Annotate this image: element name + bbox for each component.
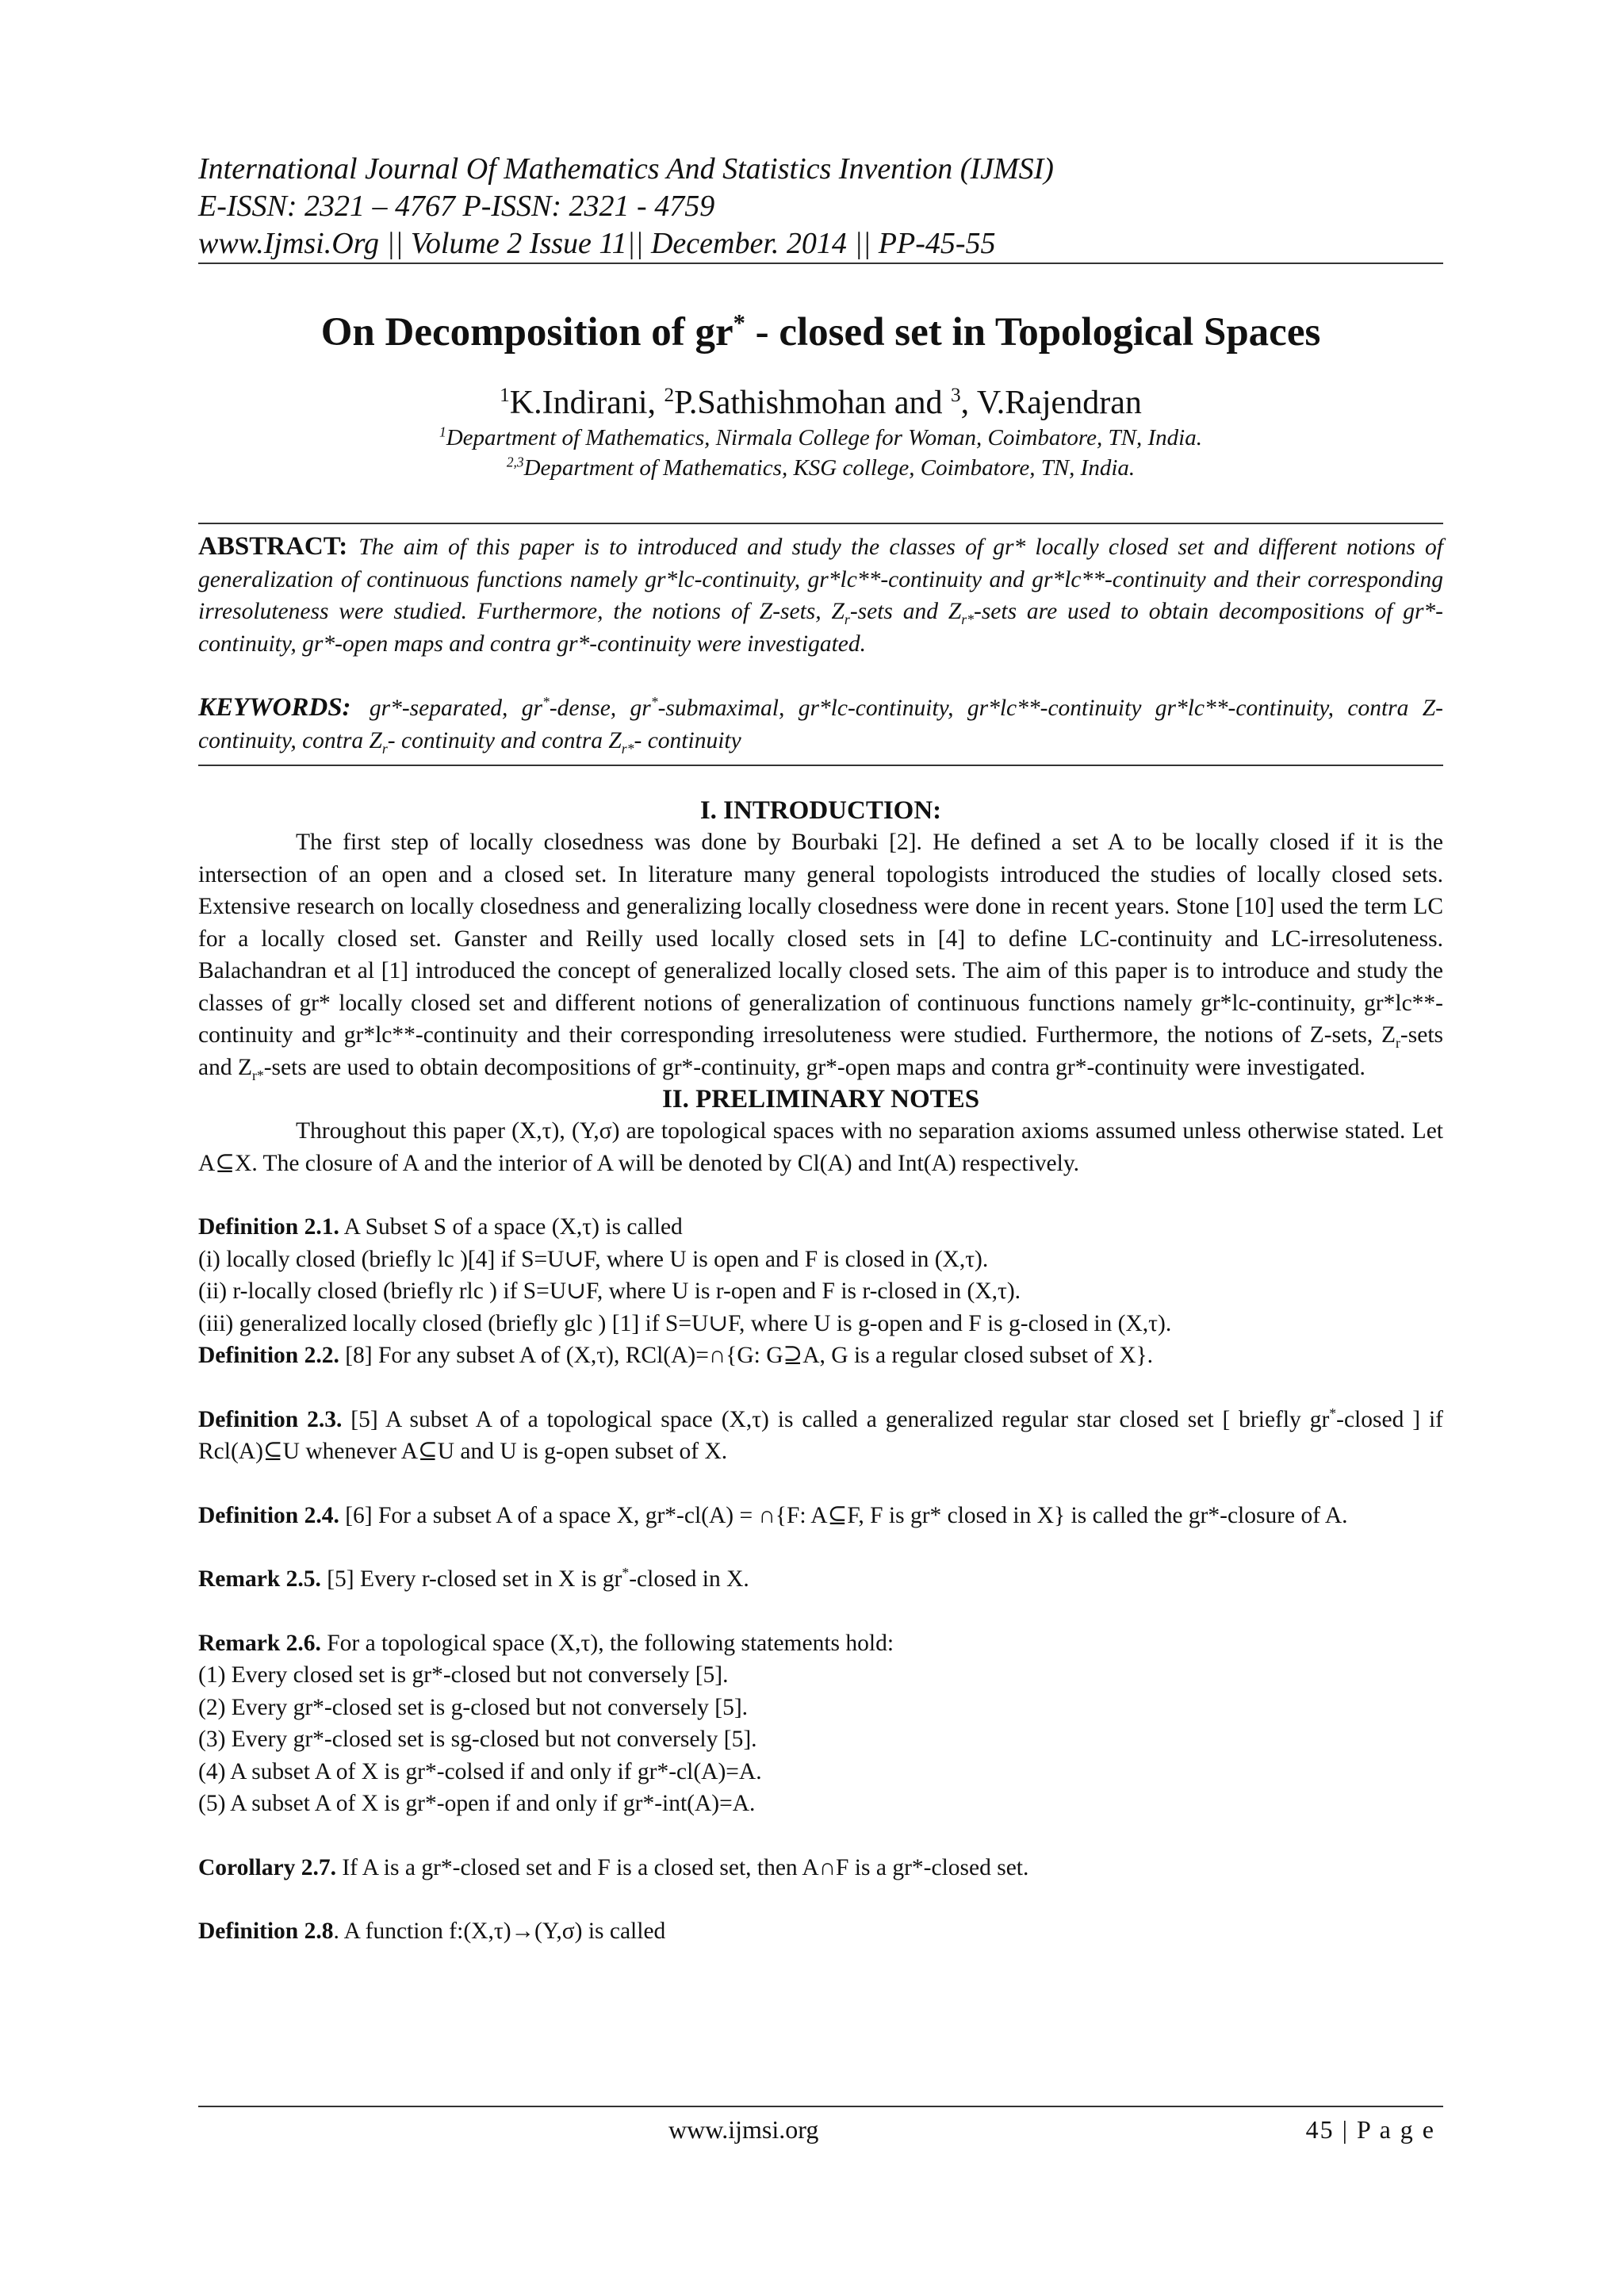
intro-heading: I. INTRODUCTION: (699, 796, 942, 825)
remark-2-6: Remark 2.6. For a topological space (X,τ), the following statements hold: (1) Every closed set is gr*-closed but not conversely [5]. (2) Every gr*-closed set is g-closed but not conversely [5]. (3) Every gr*-closed set is sg-closed but not conversely [5]. (4) A subset A of X is gr*-colsed if and only if gr*-cl(A)=A. (5) A subset A of X is gr*-open if and only if gr*-int(A)=A. (198, 1627, 1443, 1820)
paper-title: On Decomposition of gr* - closed set in Topological Spaces (320, 309, 1321, 355)
affiliation-2: $^{2,3}$Department of Mathematics, KSG college, Coimbatore, TN, India. (506, 454, 1136, 481)
journal-header (198, 151, 1443, 263)
remark-item: (1) Every closed set is gr*-closed but not conversely [5]. (198, 1662, 729, 1688)
corollary-2-7: Corollary 2.7. If A is a gr*-closed set and F is a closed set, then A∩F is a gr*-closed set. (198, 1854, 1029, 1880)
definition-2-1: Definition 2.1. A Subset S of a space (X,τ) is called (i) locally closed (briefly lc )[4] if S=U∪F, where U is open and F is closed in (X,τ). (ii) r-locally closed (briefly rlc ) if S=U∪F, where U is r-open and F is r-closed in (X,τ). (iii) generalized locally closed (briefly glc ) [1] if S=U∪F, where U is g-open and F is g-closed in (X,τ). (198, 1214, 1172, 1336)
keywords-text: KEYWORDS: gr*-separated, gr*-dense, gr*-submaximal, gr*lc-continuity, gr*lc**-continuity gr*lc**-continuity, contra Z- continuity, contra $Z_r-$ continuity and contra $Z_{r*}-$ continuity (198, 693, 1443, 757)
remark-item: (3) Every gr*-closed set is sg-closed but not conversely [5]. (198, 1727, 757, 1752)
footer-url[interactable]: www.ijmsi.org (668, 2115, 819, 2144)
abstract-label: ABSTRACT: (198, 532, 348, 561)
remark-item: (2) Every gr*-closed set is g-closed but not conversely [5]. (198, 1694, 749, 1720)
abstract-box (198, 523, 1443, 766)
page-number: 45 | P a g e (1305, 2115, 1435, 2144)
header-rule (198, 263, 1443, 264)
journal-name: International Journal Of Mathematics And Statistics Invention (IJMSI) (198, 152, 1054, 186)
journal-volume: www.Ijmsi.Org || Volume 2 Issue 11|| December. 2014 || PP-45-55 (198, 227, 996, 260)
affiliation-1: $^1$Department of Mathematics, Nirmala College for Woman, Coimbatore, TN, India. (439, 424, 1202, 450)
definition-2-3: Definition 2.3. [5] A subset A of a topological space (X,τ) is called a generalized regular star closed set [ briefly gr*-closed ] if Rcl(A)⊆U whenever A⊆U and U is g-open subset of X. (198, 1405, 1443, 1464)
remark-2-5: Remark 2.5. [5] Every r-closed set in X is gr*-closed in X. (198, 1565, 749, 1592)
prelim-paragraph: Throughout this paper (X,τ), (Y,σ) are topological spaces with no separation axioms assumed unless otherwise stated. Let A⊆X. The closure of A and the interior of A will be denoted by Cl(A) and Int(A) respectively. (198, 1118, 1443, 1176)
remark-item: (4) A subset A of X is gr*-colsed if and only if gr*-cl(A)=A. (198, 1758, 762, 1784)
remark-item: (5) A subset A of X is gr*-open if and only if gr*-int(A)=A. (198, 1791, 756, 1816)
author-list: $^1$K.Indirani, $^2$P.Sathishmohan and $^3$, V.Rajendran (500, 385, 1142, 421)
prelim-heading: II. PRELIMINARY NOTES (661, 1085, 980, 1114)
page-footer (198, 2106, 1443, 2144)
abstract-text: ABSTRACT: The aim of this paper is to introduced and study the classes of gr* locally closed set and different notions of generalization of continuous functions namely gr*lc-continuity, gr*lc**-continuity and gr*lc**-continuity and their corresponding irresoluteness were studied. Furthermore, the notions of Z-sets, $Z_r$-sets and $Z_{r*}$-sets are used to obtain decompositions of gr*-continuity, gr*-open maps and contra gr*-continuity were investigated. (198, 532, 1444, 657)
definition-2-2: Definition 2.2. [8] For any subset A of (X,τ), RCl(A)=∩{G: G⊇A, G is a regular closed subset of X}. (198, 1343, 1154, 1368)
definition-2-4: Definition 2.4. [6] For a subset A of a space X, gr*-cl(A) = ∩{F: A⊆F, F is gr* closed in X} is called the gr*-closure of A. (198, 1502, 1348, 1528)
definition-2-8: Definition 2.8. A function f:(X,τ)→(Y,σ) is called (198, 1918, 666, 1944)
intro-paragraph: The first step of locally closedness was done by Bourbaki [2]. He defined a set A to be locally closed if it is the intersection of an open and a closed set. In literature many general topologists introduced the studies of locally closed sets. Extensive research on locally closedness and generalizing locally closedness were done in recent years. Stone [10] used the term LC for a locally closed set. Ganster and Reilly used locally closed sets in [4] to define LC-continuity and LC-irresoluteness. Balachandran et al [1] introduced the concept of generalized locally closed sets. The aim of this paper is to introduce and study the classes of gr* locally closed set and different notions of generalization of continuous functions namely gr*lc-continuity, gr*lc**-continuity and gr*lc**-continuity and their corresponding irresoluteness were studied. Furthermore, the notions of Z-sets, $Z_r$-sets and $Z_{r*}$-sets are used to obtain decompositions of gr*-continuity, gr*-open maps and contra gr*-continuity were investigated. (198, 830, 1443, 1083)
page-content (198, 151, 1443, 1948)
keywords-label: KEYWORDS: (198, 693, 351, 722)
journal-issn: E-ISSN: 2321 – 4767 P-ISSN: 2321 - 4759 (198, 190, 715, 223)
